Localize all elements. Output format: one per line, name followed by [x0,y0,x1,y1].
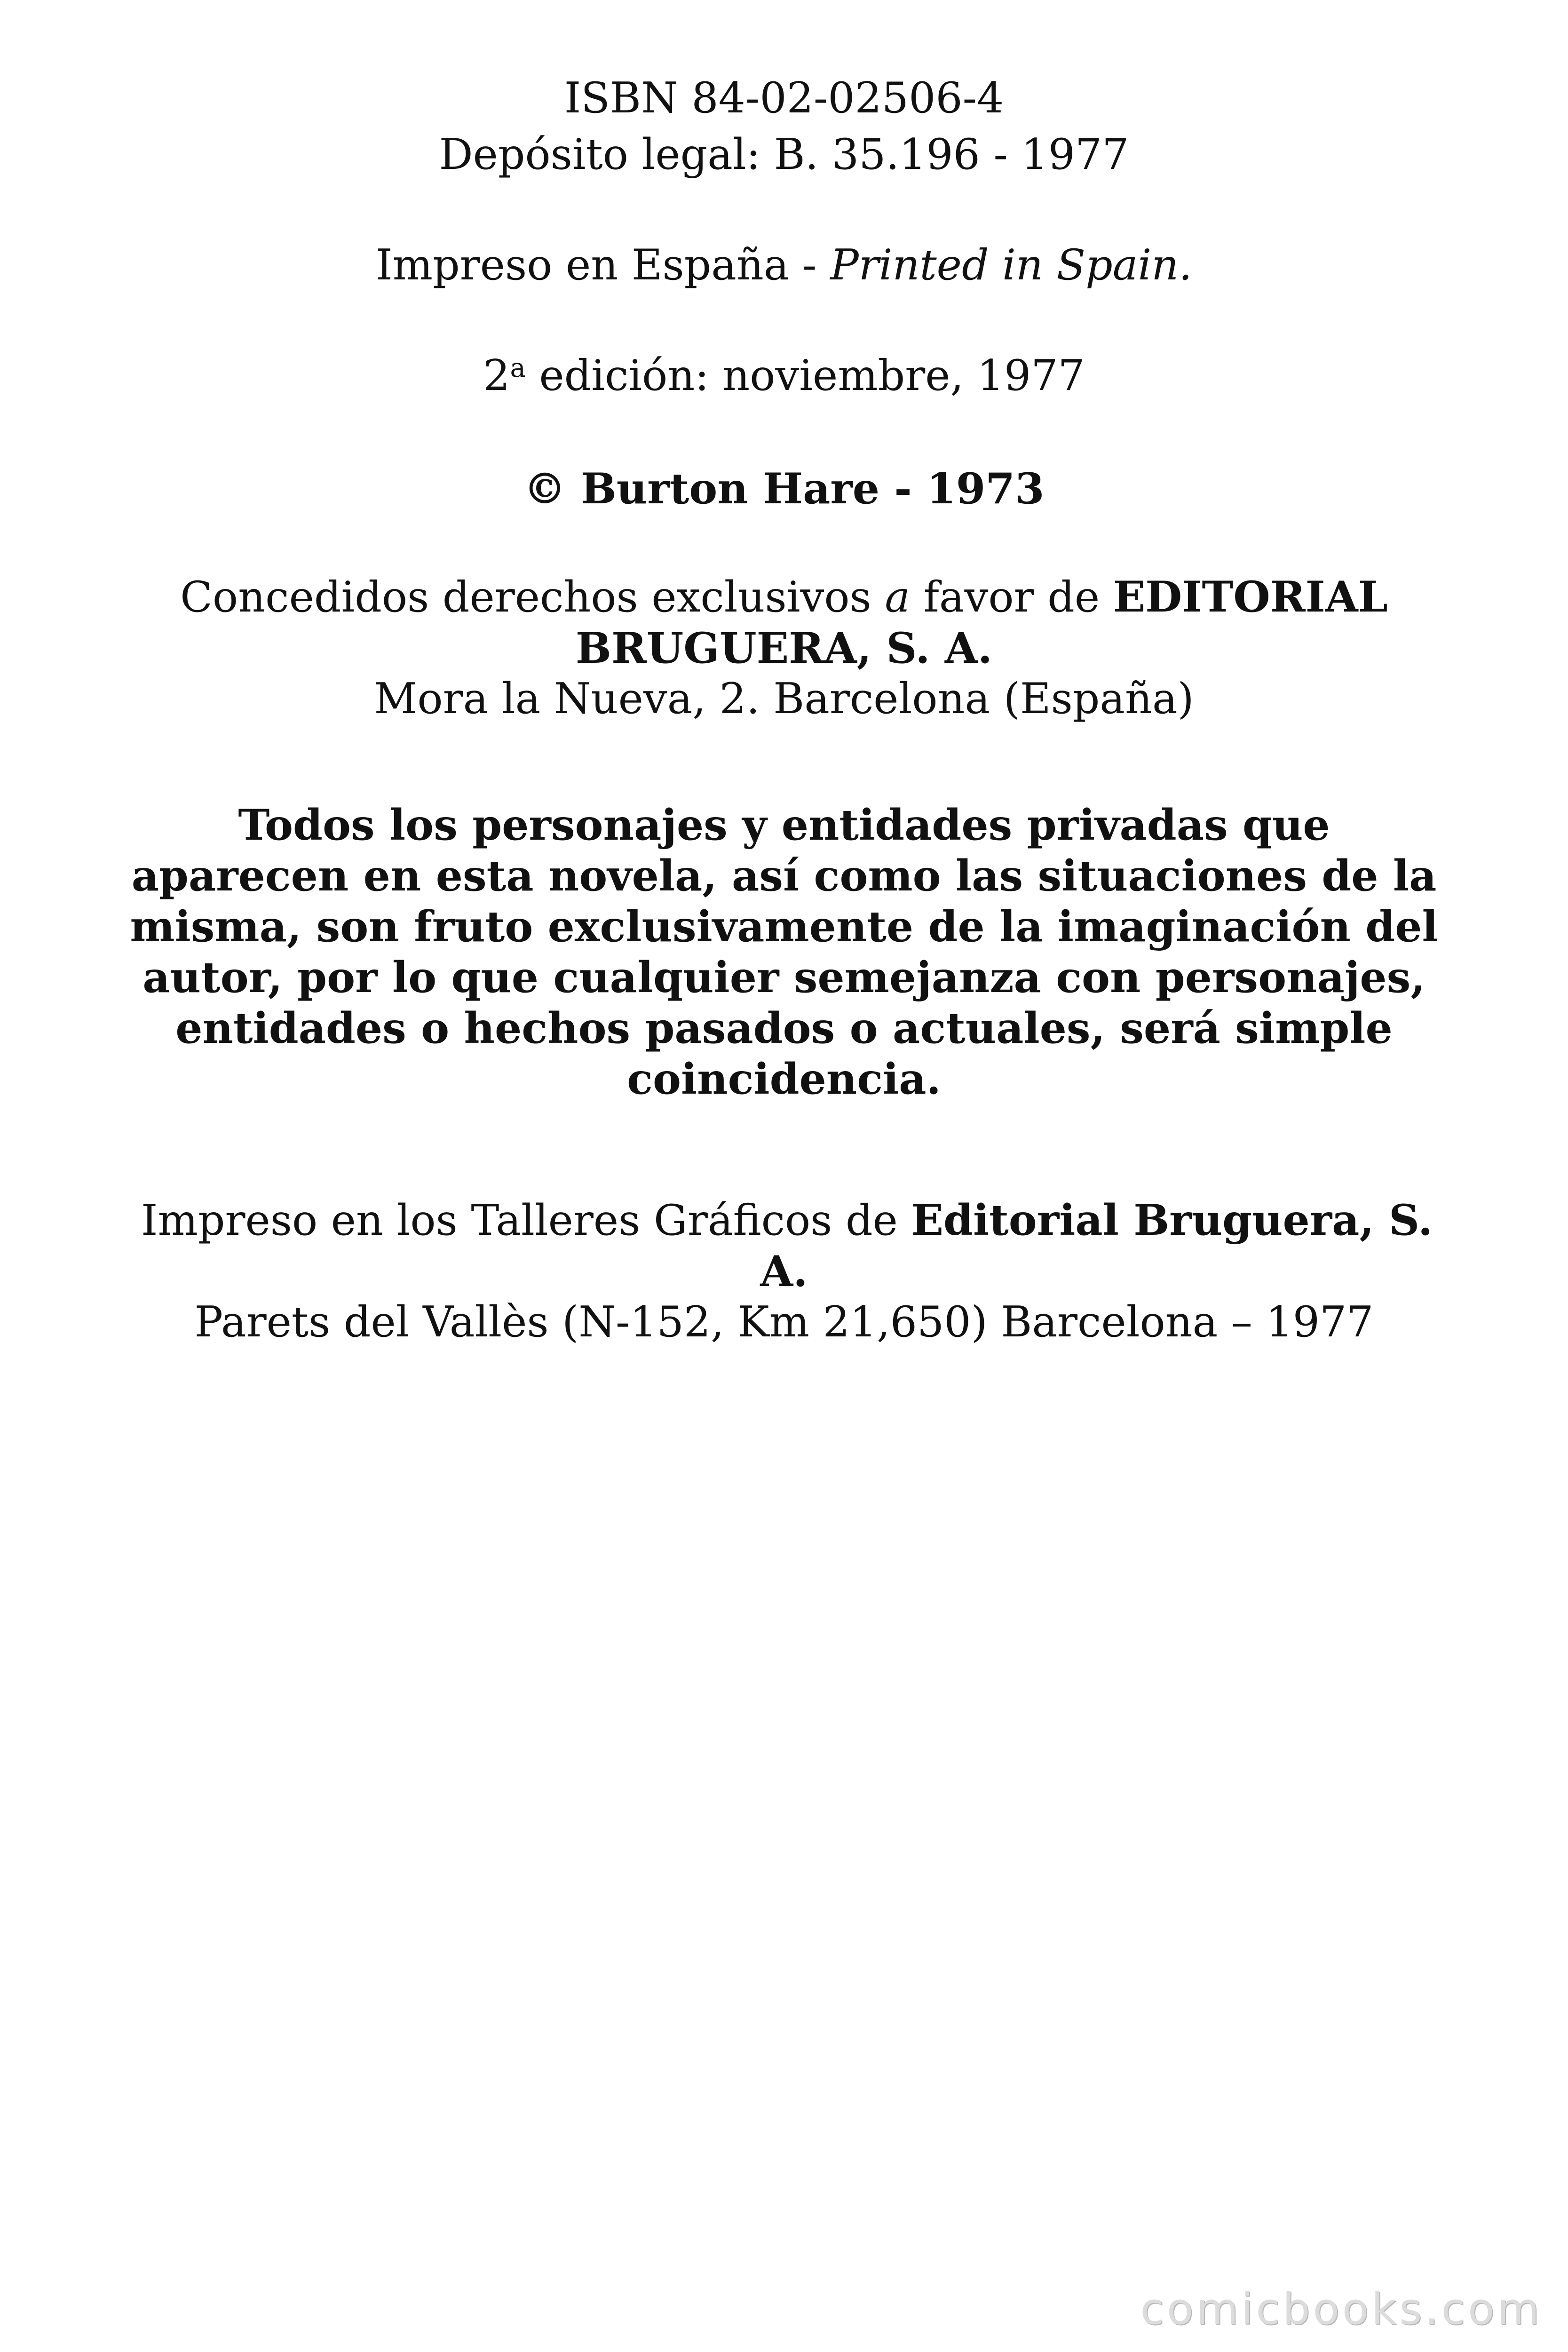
rights-line-1: Concedidos derechos exclusivos a favor de EDITORIAL [180,572,1388,622]
copyright-line [0,463,1568,514]
copyright-text: © Burton Hare - 1973 [523,464,1045,514]
isbn-text: ISBN 84-02-02506-4 [564,73,1004,123]
printed-in-spanish: Impreso en España - [376,240,831,290]
disclaimer-line: aparecen en esta novela, así como las situaciones de la [131,851,1437,901]
edition-date: edición: noviembre, 1977 [525,351,1085,400]
printed-in-english: Printed in Spain. [830,240,1192,290]
edition-superscript: a [510,353,526,384]
disclaimer-line: misma, son fruto exclusivamente de la imaginación del [130,902,1438,952]
isbn-line [0,73,1568,124]
printing-block [141,1195,1433,1348]
disclaimer-line: autor, por lo que cualquier semejanza con personajes, [143,953,1425,1002]
rights-line-3: Mora la Nueva, 2. Barcelona (España) [374,674,1194,723]
rights-line-2: BRUGUERA, S. A. [575,623,993,673]
edition-number: 2 [483,351,510,400]
printing-line-1: Impreso en los Talleres Gráficos de Editorial Bruguera, S. [141,1195,1433,1245]
watermark-logo: comicbooks.com [1140,2284,1542,2334]
rights-block [141,572,1427,724]
edition-line [0,350,1568,401]
disclaimer-block [118,800,1450,1104]
printed-in-line [0,240,1568,291]
disclaimer-line: coincidencia. [627,1054,941,1104]
printing-line-3: Parets del Vallès (N-152, Km 21,650) Barcelona – 1977 [194,1297,1374,1347]
printing-line-2: A. [760,1247,808,1296]
deposito-legal-text: Depósito legal: B. 35.196 - 1977 [439,130,1129,179]
disclaimer-line: entidades o hechos pasados o actuales, será simple [175,1003,1393,1053]
disclaimer-line: Todos los personajes y entidades privadas que [238,800,1330,850]
deposito-legal-line [0,129,1568,180]
